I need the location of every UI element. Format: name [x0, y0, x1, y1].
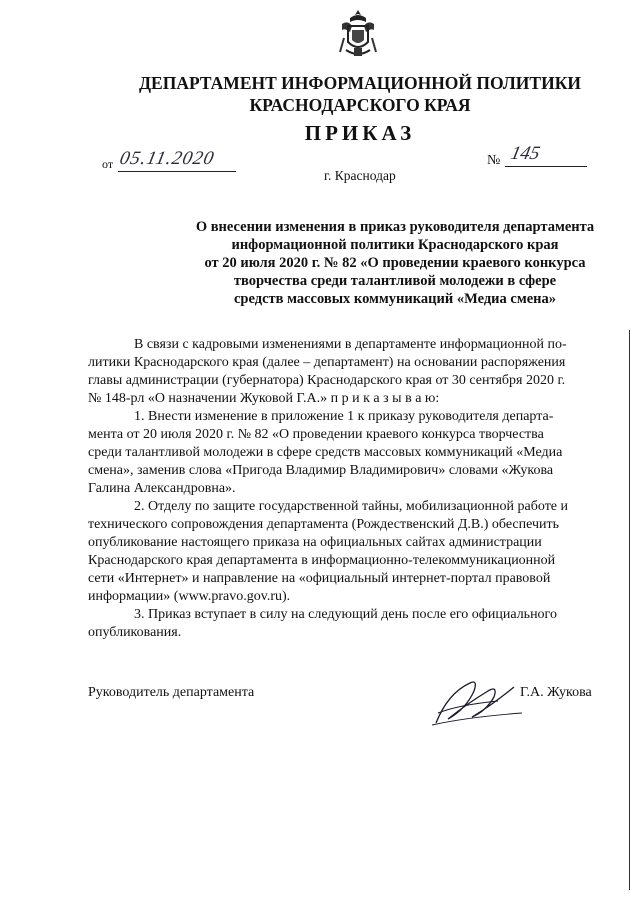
body-line: мента от 20 июля 2020 г. № 82 «О проведении краевого конкурса творчества	[88, 427, 544, 442]
subject-line: творчества среди талантливой молодежи в сфере	[233, 273, 557, 289]
body-line: 3. Приказ вступает в силу на следующий день после его официального	[134, 607, 557, 622]
order-word: п р и к а з ы в а ю:	[330, 391, 440, 406]
city-label: г. Краснодар	[324, 168, 396, 183]
subject-line: от 20 июля 2020 г. № 82 «О проведении краевого конкурса	[204, 255, 586, 271]
date-prefix: от	[102, 157, 114, 171]
body-line: опубликования.	[88, 625, 182, 640]
body-line-text: № 148-рл «О назначении Жуковой Г.А.»	[88, 391, 328, 406]
subject-line: средств массовых коммуникаций «Медиа смена»	[234, 291, 556, 307]
body-line: сети «Интернет» и направление на «официальный интернет-портал правовой	[88, 571, 551, 586]
date-underline	[118, 171, 236, 172]
body-line: В связи с кадровыми изменениями в департаменте информационной по-	[134, 337, 567, 352]
body-line: главы администрации (губернатора) Краснодарского края от 30 сентября 2020 г.	[88, 373, 566, 388]
body-line: Галина Александровна».	[88, 481, 236, 496]
scan-edge-divider	[629, 330, 630, 890]
signatory-name: Г.А. Жукова	[520, 685, 592, 700]
signatory-title: Руководитель департамента	[88, 685, 255, 700]
coat-of-arms-emblem	[336, 8, 380, 60]
body-line: информации» (www.pravo.gov.ru).	[88, 589, 291, 604]
subject-line: информационной политики Краснодарского края	[231, 237, 559, 253]
body-line: 2. Отделу по защите государственной тайны, мобилизационной работе и	[134, 499, 569, 514]
body-line	[88, 390, 600, 408]
handwritten-date: 05.11.2020	[117, 148, 217, 169]
handwritten-signature	[428, 673, 528, 729]
subject-line: О внесении изменения в приказ руководителя департамента	[195, 219, 595, 235]
org-name-line1: ДЕПАРТАМЕНТ ИНФОРМАЦИОННОЙ ПОЛИТИКИ	[139, 73, 581, 93]
body-line: смена», заменив слова «Пригода Владимир Владимирович» словами «Жукова	[88, 463, 554, 478]
handwritten-number: 145	[508, 143, 542, 164]
number-prefix: №	[487, 153, 501, 168]
document-type-title: ПРИКАЗ	[304, 121, 416, 145]
body-line: технического сопровождения департамента (Рождественский Д.В.) обеспечить	[88, 517, 560, 532]
number-underline	[505, 166, 587, 167]
body-line: литики Краснодарского края (далее – департамент) на основании распоряжения	[88, 355, 566, 370]
body-line: среди талантливой молодежи в сфере средств массовых коммуникаций «Медиа	[88, 445, 563, 460]
body-line: опубликование настоящего приказа на официальных сайтах администрации	[88, 535, 542, 550]
body-line: Краснодарского края департамента в информационно-телекоммуникационной	[88, 553, 556, 568]
body-line: 1. Внести изменение в приложение 1 к приказу руководителя департа-	[134, 409, 554, 424]
org-name-line2: КРАСНОДАРСКОГО КРАЯ	[249, 95, 471, 115]
